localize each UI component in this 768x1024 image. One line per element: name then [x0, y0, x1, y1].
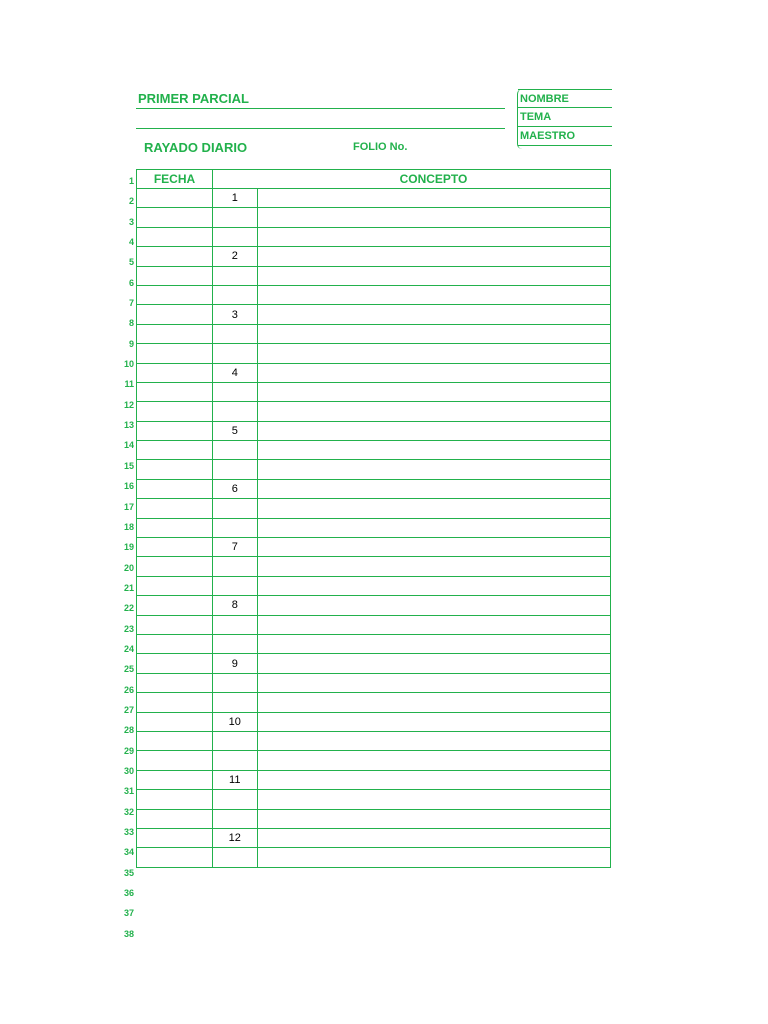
column-header-concepto: CONCEPTO — [257, 170, 611, 189]
entry-number-cell[interactable] — [213, 382, 258, 401]
row-number: 19 — [123, 542, 134, 553]
table-row — [137, 227, 611, 246]
info-box — [517, 89, 612, 149]
entry-number-cell[interactable]: 5 — [213, 421, 258, 440]
entry-number-cell[interactable] — [213, 634, 258, 653]
fecha-cell[interactable] — [137, 479, 213, 498]
concepto-cell[interactable] — [257, 538, 611, 557]
concepto-cell[interactable] — [257, 402, 611, 421]
concepto-cell[interactable] — [257, 731, 611, 750]
table-row — [137, 848, 611, 867]
fecha-cell[interactable] — [137, 208, 213, 227]
fecha-cell[interactable] — [137, 809, 213, 828]
fecha-cell[interactable] — [137, 654, 213, 673]
table-row — [137, 673, 611, 692]
entry-number-cell[interactable] — [213, 266, 258, 285]
table-row — [137, 305, 611, 324]
fecha-cell[interactable] — [137, 227, 213, 246]
page-title: PRIMER PARCIAL — [138, 91, 249, 106]
row-number: 30 — [123, 765, 134, 776]
concepto-cell[interactable] — [257, 189, 611, 208]
concepto-cell[interactable] — [257, 751, 611, 770]
entry-number-cell[interactable]: 2 — [213, 247, 258, 266]
table-row — [137, 557, 611, 576]
row-number: 34 — [123, 847, 134, 858]
info-field-maestro[interactable]: MAESTRO — [518, 127, 612, 146]
concepto-cell[interactable] — [257, 615, 611, 634]
concepto-cell[interactable] — [257, 499, 611, 518]
table-row — [137, 790, 611, 809]
table-row — [137, 693, 611, 712]
entry-number-cell[interactable]: 6 — [213, 479, 258, 498]
table-row — [137, 441, 611, 460]
row-number: 10 — [123, 359, 134, 370]
concepto-cell[interactable] — [257, 673, 611, 692]
table-row — [137, 538, 611, 557]
row-number: 7 — [128, 298, 134, 309]
fecha-cell[interactable] — [137, 693, 213, 712]
row-number: 38 — [123, 928, 134, 939]
concepto-cell[interactable] — [257, 596, 611, 615]
table-row — [137, 731, 611, 750]
entry-number-cell[interactable]: 9 — [213, 654, 258, 673]
row-number: 37 — [123, 908, 134, 919]
entry-number-cell[interactable]: 4 — [213, 363, 258, 382]
row-number: 20 — [123, 562, 134, 573]
row-number: 26 — [123, 684, 134, 695]
info-field-nombre[interactable]: NOMBRE — [518, 89, 612, 108]
fecha-cell[interactable] — [137, 596, 213, 615]
fecha-cell[interactable] — [137, 285, 213, 304]
title-underline — [136, 108, 505, 109]
concepto-cell[interactable] — [257, 557, 611, 576]
concepto-cell[interactable] — [257, 479, 611, 498]
table-row — [137, 363, 611, 382]
table-row — [137, 809, 611, 828]
fecha-cell[interactable] — [137, 363, 213, 382]
row-number: 25 — [123, 664, 134, 675]
concepto-cell[interactable] — [257, 324, 611, 343]
concepto-cell[interactable] — [257, 247, 611, 266]
row-number: 3 — [128, 216, 134, 227]
table-row — [137, 576, 611, 595]
fecha-cell[interactable] — [137, 538, 213, 557]
row-number: 21 — [123, 582, 134, 593]
row-number: 36 — [123, 888, 134, 899]
fecha-cell[interactable] — [137, 848, 213, 867]
entry-number-cell[interactable]: 3 — [213, 305, 258, 324]
entry-number-cell[interactable] — [213, 208, 258, 227]
entry-number-cell[interactable] — [213, 809, 258, 828]
concepto-cell[interactable] — [257, 382, 611, 401]
entry-number-cell[interactable] — [213, 557, 258, 576]
entry-number-cell[interactable] — [213, 615, 258, 634]
fecha-cell[interactable] — [137, 344, 213, 363]
column-header-number — [213, 170, 258, 189]
table-row — [137, 402, 611, 421]
row-number: 22 — [123, 603, 134, 614]
row-number: 27 — [123, 704, 134, 715]
row-number: 14 — [123, 440, 134, 451]
fecha-cell[interactable] — [137, 557, 213, 576]
entry-number-cell[interactable] — [213, 693, 258, 712]
row-number: 11 — [124, 379, 134, 390]
table-row — [137, 344, 611, 363]
table-row — [137, 712, 611, 731]
table-row — [137, 421, 611, 440]
concepto-cell[interactable] — [257, 266, 611, 285]
concepto-cell[interactable] — [257, 848, 611, 867]
table-row — [137, 189, 611, 208]
table-row — [137, 479, 611, 498]
row-number: 31 — [123, 786, 134, 797]
concepto-cell[interactable] — [257, 208, 611, 227]
table-row — [137, 518, 611, 537]
concepto-cell[interactable] — [257, 285, 611, 304]
journal-table-body — [137, 189, 611, 868]
entry-number-cell[interactable] — [213, 499, 258, 518]
row-number: 29 — [123, 745, 134, 756]
rayado-diario-label: RAYADO DIARIO — [144, 140, 248, 155]
second-underline — [136, 128, 505, 129]
folio-label: FOLIO No. — [353, 141, 408, 153]
entry-number-cell[interactable]: 8 — [213, 596, 258, 615]
journal-table — [136, 169, 611, 868]
fecha-cell[interactable] — [137, 305, 213, 324]
row-number: 6 — [128, 277, 134, 288]
fecha-cell[interactable] — [137, 731, 213, 750]
concepto-cell[interactable] — [257, 790, 611, 809]
table-row — [137, 324, 611, 343]
row-number: 33 — [123, 827, 134, 837]
row-number: 15 — [123, 460, 134, 471]
entry-number-cell[interactable] — [213, 402, 258, 421]
fecha-cell[interactable] — [137, 770, 213, 789]
entry-number-cell[interactable] — [213, 673, 258, 692]
concepto-cell[interactable] — [257, 712, 611, 731]
entry-number-cell[interactable]: 1 — [213, 189, 258, 208]
concepto-cell[interactable] — [257, 305, 611, 324]
row-number: 12 — [123, 399, 134, 410]
concepto-cell[interactable] — [257, 344, 611, 363]
fecha-cell[interactable] — [137, 402, 213, 421]
fecha-cell[interactable] — [137, 712, 213, 731]
row-number: 24 — [123, 643, 134, 654]
table-row — [137, 266, 611, 285]
table-row — [137, 285, 611, 304]
table-row — [137, 634, 611, 653]
row-number-gutter — [118, 171, 136, 944]
concepto-cell[interactable] — [257, 363, 611, 382]
fecha-cell[interactable] — [137, 441, 213, 460]
entry-number-cell[interactable] — [213, 576, 258, 595]
fecha-cell[interactable] — [137, 576, 213, 595]
table-row — [137, 770, 611, 789]
concepto-cell[interactable] — [257, 576, 611, 595]
concepto-cell[interactable] — [257, 770, 611, 789]
entry-number-cell[interactable] — [213, 344, 258, 363]
concepto-cell[interactable] — [257, 460, 611, 479]
entry-number-cell[interactable] — [213, 790, 258, 809]
row-number: 1 — [128, 176, 134, 186]
concepto-cell[interactable] — [257, 654, 611, 673]
row-number: 13 — [123, 420, 134, 431]
fecha-cell[interactable] — [137, 499, 213, 518]
entry-number-cell[interactable] — [213, 731, 258, 750]
row-number: 18 — [123, 521, 134, 532]
fecha-cell[interactable] — [137, 828, 213, 847]
row-number: 17 — [123, 501, 134, 512]
table-row — [137, 382, 611, 401]
table-row — [137, 247, 611, 266]
fecha-cell[interactable] — [137, 247, 213, 266]
table-row — [137, 751, 611, 770]
entry-number-cell[interactable] — [213, 285, 258, 304]
fecha-cell[interactable] — [137, 324, 213, 343]
concepto-cell[interactable] — [257, 421, 611, 440]
row-number: 2 — [128, 196, 134, 207]
entry-number-cell[interactable]: 11 — [213, 770, 258, 789]
concepto-cell[interactable] — [257, 441, 611, 460]
fecha-cell[interactable] — [137, 790, 213, 809]
row-number: 32 — [123, 806, 134, 817]
entry-number-cell[interactable] — [213, 227, 258, 246]
table-row — [137, 460, 611, 479]
fecha-cell[interactable] — [137, 460, 213, 479]
entry-number-cell[interactable]: 7 — [213, 538, 258, 557]
fecha-cell[interactable] — [137, 266, 213, 285]
fecha-cell[interactable] — [137, 751, 213, 770]
entry-number-cell[interactable] — [213, 848, 258, 867]
row-number: 4 — [128, 237, 134, 248]
entry-number-cell[interactable] — [213, 460, 258, 479]
table-row — [137, 615, 611, 634]
entry-number-cell[interactable] — [213, 751, 258, 770]
row-number: 8 — [128, 318, 134, 329]
column-header-fecha: FECHA — [137, 170, 213, 189]
concepto-cell[interactable] — [257, 518, 611, 537]
table-row — [137, 596, 611, 615]
entry-number-cell[interactable]: 10 — [213, 712, 258, 731]
fecha-cell[interactable] — [137, 382, 213, 401]
row-number: 5 — [128, 257, 134, 268]
table-row — [137, 654, 611, 673]
table-row — [137, 208, 611, 227]
fecha-cell[interactable] — [137, 518, 213, 537]
entry-number-cell[interactable]: 12 — [213, 828, 258, 847]
concepto-cell[interactable] — [257, 828, 611, 847]
row-number: 28 — [123, 725, 134, 736]
fecha-cell[interactable] — [137, 421, 213, 440]
fecha-cell[interactable] — [137, 189, 213, 208]
row-number: 9 — [128, 338, 134, 349]
concepto-cell[interactable] — [257, 809, 611, 828]
table-row — [137, 828, 611, 847]
table-row — [137, 499, 611, 518]
fecha-cell[interactable] — [137, 673, 213, 692]
fecha-cell[interactable] — [137, 634, 213, 653]
concepto-cell[interactable] — [257, 634, 611, 653]
fecha-cell[interactable] — [137, 615, 213, 634]
entry-number-cell[interactable] — [213, 441, 258, 460]
concepto-cell[interactable] — [257, 693, 611, 712]
entry-number-cell[interactable] — [213, 518, 258, 537]
entry-number-cell[interactable] — [213, 324, 258, 343]
row-number: 23 — [123, 623, 134, 634]
row-number: 35 — [123, 867, 134, 878]
concepto-cell[interactable] — [257, 227, 611, 246]
info-field-tema[interactable]: TEMA — [518, 108, 612, 127]
row-number: 16 — [123, 481, 134, 492]
